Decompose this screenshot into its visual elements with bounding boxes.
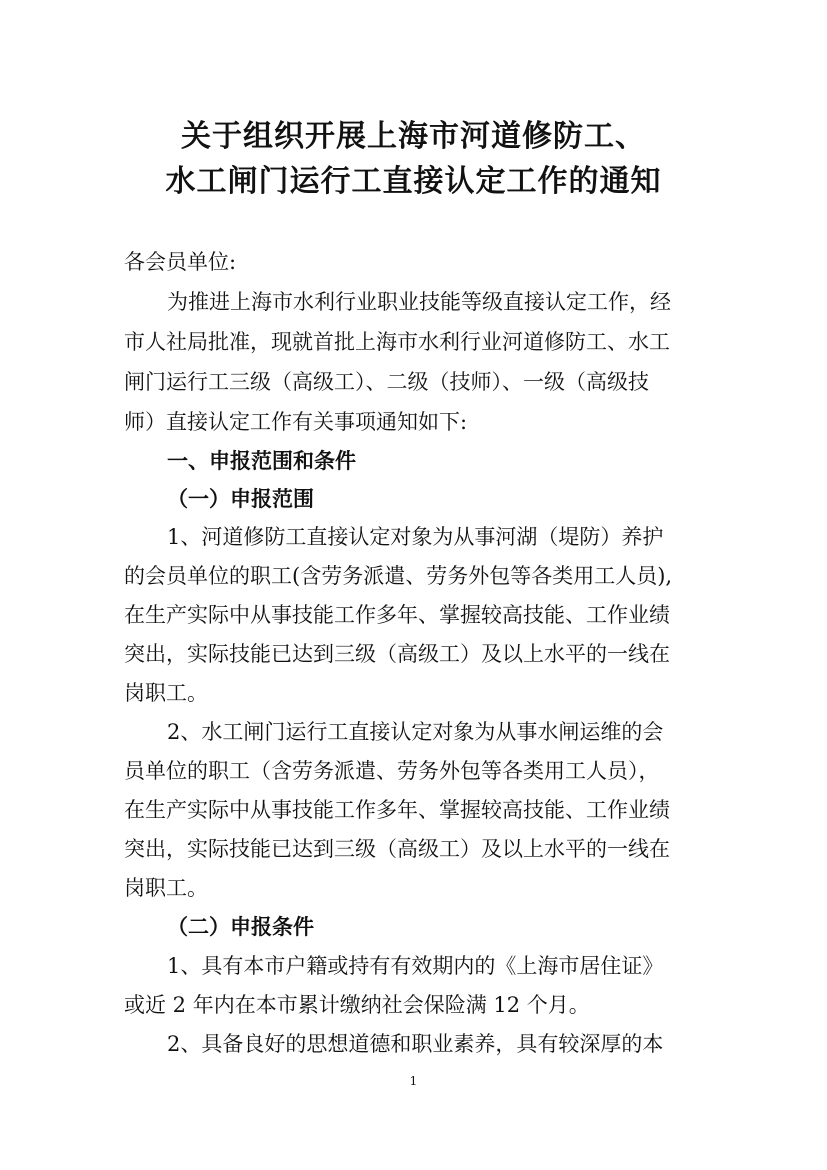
salutation: 各会员单位:	[124, 250, 237, 274]
intro-line-2: 市人社局批准，现就首批上海市水利行业河道修防工、水工	[124, 330, 670, 354]
subsection-heading-1: （一）申报范围	[167, 486, 314, 511]
scope-item-1-line-3: 在生产实际中从事技能工作多年、掌握较高技能、工作业绩	[124, 603, 670, 627]
scope-item-2-line-5: 岗职工。	[124, 876, 208, 900]
scope-item-2-line-3: 在生产实际中从事技能工作多年、掌握较高技能、工作业绩	[124, 798, 670, 822]
page-number: 1	[409, 1074, 418, 1088]
scope-item-1-line-5: 岗职工。	[124, 681, 208, 705]
intro-line-1: 为推进上海市水利行业职业技能等级直接认定工作，经	[167, 290, 671, 314]
document-title-line-2: 水工闸门运行工直接认定工作的通知	[165, 164, 662, 199]
intro-line-3: 闸门运行工三级（高级工）、二级（技师）、一级（高级技	[124, 370, 649, 394]
condition-2-line-1: 2、具备良好的思想道德和职业素养，具有较深厚的本	[167, 1032, 664, 1056]
scope-item-1-line-2: 的会员单位的职工(含劳务派遣、劳务外包等各类用工人员),	[124, 564, 673, 588]
scope-item-2-line-2: 员单位的职工（含劳务派遣、劳务外包等各类用工人员），	[124, 759, 660, 783]
subsection-heading-2: （二）申报条件	[167, 914, 314, 939]
scope-item-1-line-4: 突出，实际技能已达到三级（高级工）及以上水平的一线在	[124, 642, 670, 666]
condition-1-line-2: 或近 2 年内在本市累计缴纳社会保险满 12 个月。	[124, 993, 590, 1017]
condition-1-line-1: 1、具有本市户籍或持有有效期内的《上海市居住证》	[167, 954, 664, 978]
scope-item-2-line-4: 突出，实际技能已达到三级（高级工）及以上水平的一线在	[124, 837, 670, 861]
section-heading-1: 一、申报范围和条件	[167, 448, 356, 473]
scope-item-1-line-1: 1、河道修防工直接认定对象为从事河湖（堤防）养护	[167, 525, 664, 549]
document-title-line-1: 关于组织开展上海市河道修防工、	[181, 119, 646, 154]
intro-line-4: 师）直接认定工作有关事项通知如下:	[124, 410, 468, 434]
scope-item-2-line-1: 2、水工闸门运行工直接认定对象为从事水闸运维的会	[167, 720, 664, 744]
